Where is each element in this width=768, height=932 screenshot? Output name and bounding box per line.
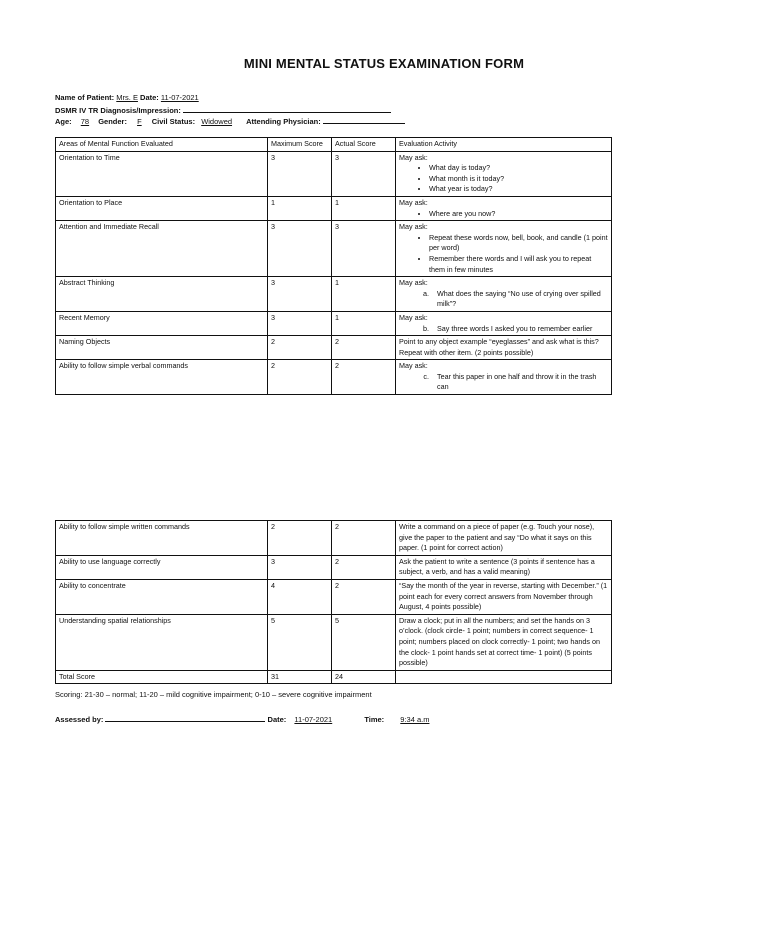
area-cell: Ability to follow simple verbal commands — [56, 360, 268, 395]
actual-score-cell: 2 — [332, 555, 396, 579]
activity-cell: Point to any object example “eyeglasses” and ask what is this? Repeat with other item. (2 points possible) — [396, 336, 612, 360]
total-activity-cell — [396, 670, 612, 684]
area-cell: Recent Memory — [56, 311, 268, 335]
actual-score-cell: 1 — [332, 196, 396, 220]
age-value: 78 — [80, 117, 90, 126]
actual-score-cell: 1 — [332, 311, 396, 335]
assessment-date-value: 11-07-2021 — [294, 715, 333, 724]
mmse-table-part-1 — [55, 137, 612, 395]
civil-status-value: Widowed — [201, 117, 233, 126]
activity-intro: May ask: — [399, 197, 428, 207]
name-label: Name of Patient: — [55, 93, 115, 102]
table-row — [56, 555, 612, 579]
table-row — [56, 521, 612, 556]
item-marker: c. — [423, 371, 429, 381]
max-score-cell: 3 — [268, 311, 332, 335]
item-text: What does the saying “No use of crying over spilled milk”? — [437, 288, 601, 309]
activity-cell — [396, 221, 612, 277]
patient-name-line — [55, 93, 199, 103]
list-item: • Where are you now? — [429, 209, 608, 220]
list-item: • What month is it today? — [429, 174, 608, 185]
area-cell: Ability to use language correctly — [56, 555, 268, 579]
lettered-item — [399, 372, 608, 393]
actual-score-cell: 2 — [332, 336, 396, 360]
activity-cell: “Say the month of the year in reverse, starting with December.” (1 point each for every correct answers from November through August, 4 points possible) — [396, 579, 612, 614]
table-row — [56, 277, 612, 312]
max-score-cell: 2 — [268, 336, 332, 360]
activity-cell — [396, 151, 612, 196]
actual-score-cell: 2 — [332, 521, 396, 556]
area-cell: Orientation to Place — [56, 196, 268, 220]
actual-score-cell: 1 — [332, 277, 396, 312]
max-score-cell: 3 — [268, 277, 332, 312]
activity-cell: Draw a clock; put in all the numbers; and set the hands on 3 o’clock. (clock circle- 1 point; numbers in correct sequence- 1 point; numbers placed on clock correctly- 1 point; two hands on the clock- 1 point hands set at correct time- 1 point) (5 points possible) — [396, 614, 612, 670]
gender-label: Gender: — [98, 117, 127, 126]
activity-list — [399, 209, 608, 220]
header-actual-score: Actual Score — [332, 138, 396, 152]
list-item: • What year is today? — [429, 184, 608, 195]
item-text: Tear this paper in one half and throw it in the trash can — [437, 371, 597, 392]
physician-blank — [323, 115, 405, 124]
header-evaluation-activity: Evaluation Activity — [396, 138, 612, 152]
gender-value: F — [137, 117, 142, 126]
header-max-score: Maximum Score — [268, 138, 332, 152]
date-label: Date: — [140, 93, 159, 102]
area-cell: Naming Objects — [56, 336, 268, 360]
scoring-legend: Scoring: 21-30 – normal; 11-20 – mild cognitive impairment; 0-10 – severe cognitive impairment — [55, 690, 372, 699]
activity-intro: May ask: — [399, 278, 428, 288]
activity-intro: May ask: — [399, 152, 428, 162]
activity-cell — [396, 360, 612, 395]
date-value: 11-07-2021 — [160, 93, 199, 102]
actual-score-cell: 5 — [332, 614, 396, 670]
time-value: 9:34 a.m — [400, 715, 430, 724]
table-row — [56, 579, 612, 614]
actual-score-cell: 2 — [332, 579, 396, 614]
max-score-cell: 4 — [268, 579, 332, 614]
total-max-score: 31 — [268, 670, 332, 684]
total-score-row — [56, 670, 612, 684]
diagnosis-blank — [183, 104, 391, 113]
activity-list — [399, 163, 608, 195]
assessed-by-label: Assessed by: — [55, 715, 104, 724]
lettered-item — [399, 324, 608, 335]
activity-intro: May ask: — [399, 312, 428, 322]
actual-score-cell: 3 — [332, 151, 396, 196]
area-cell: Ability to follow simple written commands — [56, 521, 268, 556]
table-row — [56, 614, 612, 670]
activity-cell — [396, 311, 612, 335]
max-score-cell: 5 — [268, 614, 332, 670]
max-score-cell: 2 — [268, 360, 332, 395]
activity-cell: Ask the patient to write a sentence (3 points if sentence has a subject, a verb, and has a valid meaning) — [396, 555, 612, 579]
assessment-line — [55, 713, 457, 724]
list-item: • What day is today? — [429, 163, 608, 174]
physician-label: Attending Physician: — [246, 117, 321, 126]
item-marker: b. — [423, 323, 429, 333]
total-actual-score: 24 — [332, 670, 396, 684]
activity-cell — [396, 196, 612, 220]
area-cell: Understanding spatial relationships — [56, 614, 268, 670]
total-score-label: Total Score — [56, 670, 268, 684]
name-value: Mrs. E — [116, 93, 138, 102]
table-row — [56, 311, 612, 335]
activity-intro: May ask: — [399, 361, 428, 371]
demographics-line — [55, 115, 405, 127]
lettered-item — [399, 289, 608, 310]
table-row — [56, 151, 612, 196]
list-item: • Repeat these words now, bell, book, and candle (1 point per word) — [429, 233, 608, 254]
assessed-by-blank — [105, 713, 265, 722]
table-row — [56, 196, 612, 220]
activity-cell — [396, 277, 612, 312]
item-marker: a. — [423, 288, 429, 298]
assessment-date-label: Date: — [267, 715, 287, 724]
header-area: Areas of Mental Function Evaluated — [56, 138, 268, 152]
max-score-cell: 1 — [268, 196, 332, 220]
time-label: Time: — [364, 715, 385, 724]
max-score-cell: 3 — [268, 151, 332, 196]
table-header-row — [56, 138, 612, 152]
area-cell: Abstract Thinking — [56, 277, 268, 312]
activity-cell: Write a command on a piece of paper (e.g. Touch your nose), give the paper to the patient and say “Do what it says on this paper. (1 point for correct action) — [396, 521, 612, 556]
max-score-cell: 2 — [268, 521, 332, 556]
table-row — [56, 336, 612, 360]
list-item: • Remember there words and I will ask you to repeat them in few minutes — [429, 254, 608, 275]
activity-intro: May ask: — [399, 222, 428, 232]
age-label: Age: — [55, 117, 72, 126]
mmse-table-part-2 — [55, 520, 612, 684]
item-text: Say three words I asked you to remember earlier — [437, 323, 593, 333]
area-cell: Attention and Immediate Recall — [56, 221, 268, 277]
area-cell: Orientation to Time — [56, 151, 268, 196]
table-row — [56, 360, 612, 395]
civil-status-label: Civil Status: — [151, 117, 196, 126]
area-cell: Ability to concentrate — [56, 579, 268, 614]
table-row — [56, 221, 612, 277]
max-score-cell: 3 — [268, 555, 332, 579]
actual-score-cell: 3 — [332, 221, 396, 277]
diagnosis-label: DSMR IV TR Diagnosis/Impression: — [55, 106, 181, 115]
max-score-cell: 3 — [268, 221, 332, 277]
actual-score-cell: 2 — [332, 360, 396, 395]
activity-list — [399, 233, 608, 275]
form-title: MINI MENTAL STATUS EXAMINATION FORM — [243, 56, 525, 71]
